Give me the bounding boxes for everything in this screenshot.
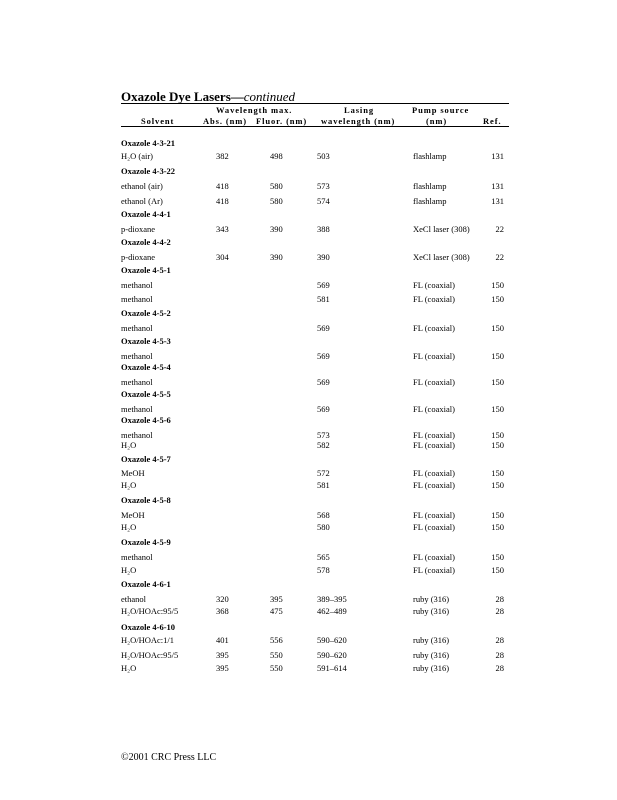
- cell-ref: 28: [495, 594, 504, 604]
- cell-lasing: 573: [317, 181, 330, 191]
- cell-pump: flashlamp: [413, 196, 447, 206]
- cell-ref: 150: [491, 468, 504, 478]
- cell-lasing: 569: [317, 280, 330, 290]
- cell-solvent: ethanol: [121, 594, 147, 604]
- cell-lasing: 388: [317, 224, 330, 234]
- group-header: Oxazole 4-6-1: [121, 579, 171, 589]
- header-lasing-wavelength: wavelength (nm): [321, 116, 396, 126]
- title-continued: continued: [243, 89, 296, 104]
- cell-abs: 304: [216, 252, 229, 262]
- cell-lasing: 389–395: [317, 594, 347, 604]
- cell-solvent: methanol: [121, 280, 153, 290]
- cell-solvent: p-dioxane: [121, 224, 155, 234]
- header-abs: Abs. (nm): [203, 116, 247, 126]
- cell-pump: FL (coaxial): [413, 552, 455, 562]
- cell-fluor: 550: [270, 663, 283, 673]
- title-main: Oxazole Dye Lasers: [121, 89, 231, 104]
- cell-lasing: 591–614: [317, 663, 347, 673]
- cell-solvent: MeOH: [121, 510, 145, 520]
- cell-pump: ruby (316): [413, 606, 450, 616]
- cell-pump: flashlamp: [413, 151, 447, 161]
- cell-solvent: H₂O: [121, 663, 137, 673]
- cell-ref: 150: [491, 404, 504, 414]
- cell-ref: 150: [491, 351, 504, 361]
- cell-abs: 395: [216, 663, 229, 673]
- header-ref: Ref.: [483, 116, 502, 126]
- cell-lasing: 569: [317, 404, 330, 414]
- cell-lasing: 572: [317, 468, 330, 478]
- header-lasing: Lasing: [344, 105, 374, 115]
- cell-lasing: 580: [317, 522, 330, 532]
- group-header: Oxazole 4-5-9: [121, 537, 171, 547]
- cell-solvent: MeOH: [121, 468, 145, 478]
- cell-lasing: 503: [317, 151, 330, 161]
- cell-abs: 418: [216, 181, 229, 191]
- cell-solvent: H₂O: [121, 522, 137, 532]
- cell-ref: 150: [491, 522, 504, 532]
- group-header: Oxazole 4-5-8: [121, 495, 171, 505]
- cell-ref: 150: [491, 440, 504, 450]
- cell-ref: 131: [491, 151, 504, 161]
- cell-ref: 150: [491, 280, 504, 290]
- cell-abs: 401: [216, 635, 229, 645]
- cell-solvent: methanol: [121, 552, 153, 562]
- cell-ref: 28: [495, 606, 504, 616]
- cell-lasing: 565: [317, 552, 330, 562]
- cell-pump: FL (coaxial): [413, 294, 455, 304]
- cell-lasing: 578: [317, 565, 330, 575]
- cell-ref: 150: [491, 480, 504, 490]
- cell-fluor: 395: [270, 594, 283, 604]
- cell-pump: FL (coaxial): [413, 480, 455, 490]
- cell-ref: 28: [495, 663, 504, 673]
- cell-solvent: H₂O/HOAc:95/5: [121, 606, 179, 616]
- cell-pump: FL (coaxial): [413, 440, 455, 450]
- cell-ref: 22: [495, 224, 504, 234]
- cell-pump: FL (coaxial): [413, 323, 455, 333]
- cell-ref: 150: [491, 377, 504, 387]
- cell-ref: 150: [491, 323, 504, 333]
- cell-lasing: 569: [317, 377, 330, 387]
- group-header: Oxazole 4-5-7: [121, 454, 171, 464]
- cell-solvent: H₂O: [121, 480, 137, 490]
- cell-solvent: methanol: [121, 404, 153, 414]
- cell-ref: 22: [495, 252, 504, 262]
- cell-pump: FL (coaxial): [413, 565, 455, 575]
- cell-abs: 382: [216, 151, 229, 161]
- cell-pump: FL (coaxial): [413, 351, 455, 361]
- cell-solvent: H₂O/HOAc:95/5: [121, 650, 179, 660]
- cell-pump: ruby (316): [413, 635, 450, 645]
- cell-fluor: 580: [270, 196, 283, 206]
- cell-lasing: 462–489: [317, 606, 347, 616]
- cell-lasing: 582: [317, 440, 330, 450]
- cell-ref: 150: [491, 430, 504, 440]
- group-header: Oxazole 4-4-1: [121, 209, 171, 219]
- cell-lasing: 569: [317, 323, 330, 333]
- header-pump-unit: (nm): [426, 116, 448, 126]
- cell-abs: 368: [216, 606, 229, 616]
- cell-solvent: ethanol (Ar): [121, 196, 163, 206]
- group-header: Oxazole 4-5-6: [121, 415, 171, 425]
- cell-pump: ruby (316): [413, 663, 450, 673]
- cell-pump: ruby (316): [413, 650, 450, 660]
- cell-fluor: 498: [270, 151, 283, 161]
- cell-lasing: 390: [317, 252, 330, 262]
- cell-abs: 418: [216, 196, 229, 206]
- cell-pump: FL (coaxial): [413, 522, 455, 532]
- cell-solvent: H₂O: [121, 565, 137, 575]
- cell-ref: 150: [491, 565, 504, 575]
- title-dash: —: [230, 89, 244, 104]
- copyright-footer: ©2001 CRC Press LLC: [121, 752, 217, 763]
- cell-abs: 320: [216, 594, 229, 604]
- cell-solvent: H₂O/HOAc:1/1: [121, 635, 175, 645]
- cell-fluor: 550: [270, 650, 283, 660]
- cell-ref: 150: [491, 552, 504, 562]
- cell-pump: FL (coaxial): [413, 404, 455, 414]
- group-header: Oxazole 4-5-2: [121, 308, 171, 318]
- group-header: Oxazole 4-5-4: [121, 362, 171, 372]
- cell-pump: FL (coaxial): [413, 280, 455, 290]
- cell-solvent: p-dioxane: [121, 252, 155, 262]
- group-header: Oxazole 4-3-21: [121, 138, 176, 148]
- cell-fluor: 390: [270, 252, 283, 262]
- cell-lasing: 590–620: [317, 650, 347, 660]
- cell-solvent: H₂O: [121, 440, 137, 450]
- cell-pump: XeCl laser (308): [413, 224, 470, 234]
- cell-pump: FL (coaxial): [413, 510, 455, 520]
- cell-solvent: methanol: [121, 323, 153, 333]
- cell-fluor: 580: [270, 181, 283, 191]
- group-header: Oxazole 4-4-2: [121, 237, 171, 247]
- cell-abs: 343: [216, 224, 229, 234]
- cell-pump: FL (coaxial): [413, 377, 455, 387]
- group-header: Oxazole 4-5-1: [121, 265, 171, 275]
- cell-pump: FL (coaxial): [413, 430, 455, 440]
- cell-fluor: 390: [270, 224, 283, 234]
- group-header: Oxazole 4-5-3: [121, 336, 171, 346]
- group-header: Oxazole 4-3-22: [121, 166, 176, 176]
- cell-solvent: H₂O (air): [121, 151, 153, 161]
- cell-ref: 131: [491, 196, 504, 206]
- cell-lasing: 581: [317, 480, 330, 490]
- cell-solvent: methanol: [121, 430, 153, 440]
- cell-ref: 150: [491, 294, 504, 304]
- header-solvent: Solvent: [141, 116, 175, 126]
- cell-solvent: methanol: [121, 294, 153, 304]
- cell-solvent: ethanol (air): [121, 181, 163, 191]
- header-wavelength-max: Wavelength max.: [216, 105, 293, 115]
- cell-abs: 395: [216, 650, 229, 660]
- header-bottom-rule: [121, 126, 509, 127]
- cell-solvent: methanol: [121, 377, 153, 387]
- cell-pump: FL (coaxial): [413, 468, 455, 478]
- cell-pump: flashlamp: [413, 181, 447, 191]
- cell-ref: 28: [495, 635, 504, 645]
- cell-ref: 28: [495, 650, 504, 660]
- cell-ref: 150: [491, 510, 504, 520]
- cell-lasing: 590–620: [317, 635, 347, 645]
- cell-lasing: 568: [317, 510, 330, 520]
- group-header: Oxazole 4-5-5: [121, 389, 171, 399]
- cell-fluor: 475: [270, 606, 283, 616]
- cell-solvent: methanol: [121, 351, 153, 361]
- cell-pump: XeCl laser (308): [413, 252, 470, 262]
- header-top-rule: [121, 103, 509, 104]
- cell-lasing: 581: [317, 294, 330, 304]
- cell-lasing: 574: [317, 196, 330, 206]
- cell-fluor: 556: [270, 635, 283, 645]
- cell-lasing: 573: [317, 430, 330, 440]
- cell-ref: 131: [491, 181, 504, 191]
- header-fluor: Fluor. (nm): [256, 116, 308, 126]
- cell-lasing: 569: [317, 351, 330, 361]
- header-pump-source: Pump source: [412, 105, 470, 115]
- cell-pump: ruby (316): [413, 594, 450, 604]
- group-header: Oxazole 4-6-10: [121, 622, 176, 632]
